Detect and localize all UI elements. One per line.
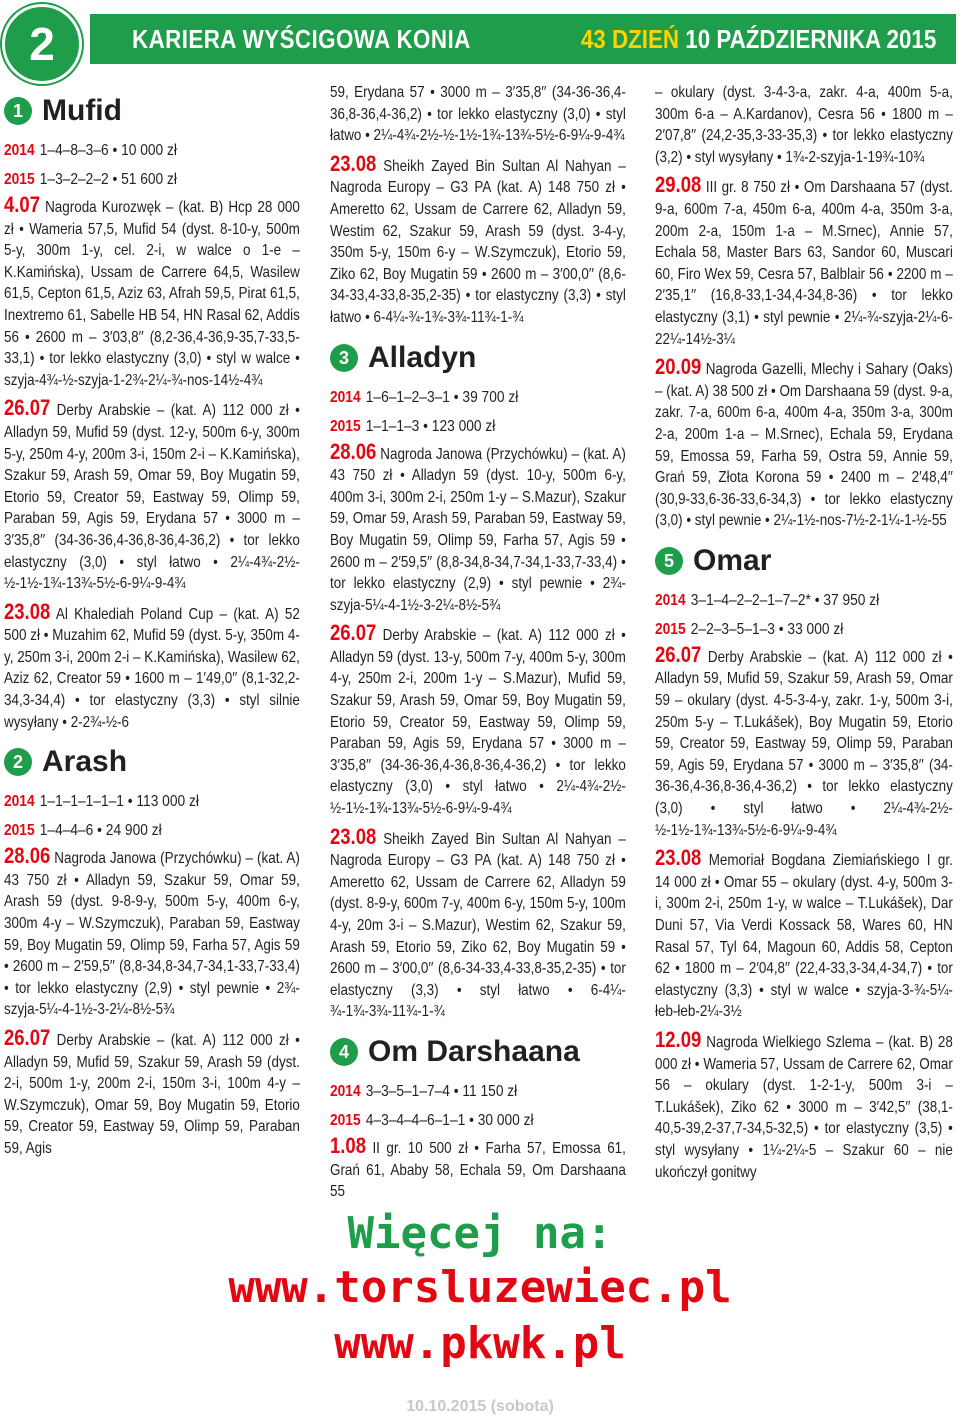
- page-header: [0, 0, 960, 80]
- race-entry: 12.09 Nagroda Wielkiego Szlema – (kat. B) 28 000 zł • Wameria 57, Ussam de Carrere 62, Omar 56 – okulary (dyst. 1-2-1-y, 500m 3-i – T.Lukášek), Ziko 62 • 3000 m – 3′42,5′′ (38,1-40,5-39,2-37,7-34,5-32,5) • tor elastyczny (3,5) • styl wysyłany • 1¼-2¼-5 – Szakur 60 – nie ukończył gonitwy: [655, 1026, 953, 1181]
- race-entry: 26.07 Derby Arabskie – (kat. A) 112 000 zł • Alladyn 59, Mufid 59, Szakur 59, Arash 59, Omar 59 – okulary (dyst. 4-5-3-4-y, zakr. 1-y, 500m 3-i, 250m 5-y – T.Lukášek), Boy Mugatin 59, Etorio 59, Creator 59, Eastway 59, Olimp 59, Paraban 59, Agis 59, Erydana 57 • 3000 m – 3′35,8′′ (34-36-36,4-36,8-36,4-36,2) • tor lekko elastyczny (3,0) • styl łatwo • 2¼-4¾-2½-½-1½-1¾-13¾-5½-6-9¼-9-4¾: [655, 641, 953, 839]
- season-stat: 2014 3–1–4–2–2–1–7–2* • 37 950 zł: [655, 591, 880, 609]
- horse-name: Mufid: [42, 94, 122, 127]
- season-stat: 2015 1–3–2–2–2 • 51 600 zł: [4, 171, 177, 188]
- race-entry: 26.07 Derby Arabskie – (kat. A) 112 000 zł • Alladyn 59 (dyst. 13-y, 500m 7-y, 400m 5-y, 300m 4-y, 250m 2-i, 200m 1-y – S.Mazur), Mufid 59, Szakur 59, Arash 59, Omar 59, Boy Mugatin 59, Etorio 59, Creator 59, Eastway 59, Olimp 59, Paraban 59, Agis 59, Erydana 57 • 3000 m – 3′35,8′′ (34-36-36,4-36,8-36,4-36,2) • tor lekko elastyczny (3,0) • styl łatwo • 2¼-4¾-2½-½-1½-1¾-13¾-5½-6-9¼-9-4¾: [330, 620, 626, 818]
- column-3: [655, 82, 953, 1183]
- race-entry: 26.07 Derby Arabskie – (kat. A) 112 000 zł • Alladyn 59, Mufid 59, Szakur 59, Arash 59 (dyst. 2-i, 500m 1-y, 200m 2-i, 150m 3-i, 100m 4-y – W.Szymczuk), Omar 59, Boy Mugatin 59, Etorio 59, Creator 59, Eastway 59, Olimp 59, Paraban 59, Agis: [4, 1025, 300, 1157]
- horse-number: 2: [4, 748, 32, 776]
- website-link-pkwk[interactable]: www.pkwk.pl: [334, 1318, 626, 1369]
- season-stat: 2015 2–2–3–5–1–3 • 33 000 zł: [655, 620, 844, 638]
- race-entry: 1.08 II gr. 10 500 zł • Farha 57, Emossa 61, Grań 61, Ababy 58, Echala 59, Om Darshaana 55: [330, 1132, 626, 1201]
- season-stat: 2015 1–1–1–3 • 123 000 zł: [330, 417, 496, 435]
- race-entry: 26.07 Derby Arabskie – (kat. A) 112 000 zł • Alladyn 59, Mufid 59 (dyst. 12-y, 500m 6-y, 300m 5-y, 250m 4-y, 200m 3-i, 150m 2-i – K.Kamińska), Szakur 59, Arash 59, Omar 59, Boy Mugatin 59, Etorio 59, Creator 59, Eastway 59, Olimp 59, Paraban 59, Agis 59, Erydana 57 • 3000 m – 3′35,8′′ (34-36-36,4-36,8-36,4-36,2) • tor lekko elastyczny (3,0) • styl łatwo • 2¼-4¾-2½-½-1½-1¾-13¾-5½-6-9¼-9-4¾: [4, 395, 300, 593]
- race-entry: 28.06 Nagroda Janowa (Przychówku) – (kat. A) 43 750 zł • Alladyn 59, Szakur 59, Omar 59, Arash 59 (dyst. 9-8-9-y, 500m 5-y, 400m 6-y, 300m 4-y – W.Szymczuk), Paraban 59, Eastway 59, Boy Mugatin 59, Olimp 59, Farha 57, Agis 59 • 2600 m – 2′59,5′′ (8,8-34,8-34,7-34,1-33,7-33,4) • tor lekko elastyczny (2,9) • styl pewnie • 2¾-szyja-5¼-4-1½-3-2¼-8½-5¾: [4, 843, 300, 1019]
- season-stat: 2014 3–3–5–1–7–4 • 11 150 zł: [330, 1082, 518, 1100]
- horse-name: Omar: [693, 543, 772, 577]
- horse-header: [330, 1027, 626, 1077]
- race-entry-continued: – okulary (dyst. 3-4-3-a, zakr. 4-a, 400m 5-a, 300m 6-a – A.Kardanov), Cesra 56 • 1800 m – 2′07,8′′ (24,2-35,3-33-35,3) • tor lekko elastyczny (3,2) • styl wysyłany • 1¾-2-szyja-1-19¾-10¾: [655, 84, 953, 166]
- horse-header: [330, 333, 626, 383]
- season-stat: 2014 1–4–8–3–6 • 10 000 zł: [4, 142, 177, 159]
- website-link-torsluzewiec[interactable]: www.torsluzewiec.pl: [228, 1262, 732, 1313]
- season-stat: 2014 1–6–1–2–3–1 • 39 700 zł: [330, 388, 519, 406]
- race-entry-continued: 59, Erydana 57 • 3000 m – 3′35,8′′ (34-36-36,4-36,8-36,4-36,2) • tor lekko elastyczny (3,0) • styl łatwo • 2¼-4¾-2½-½-1½-1¾-13¾-5½-6-9¼-9-4¾: [330, 84, 626, 145]
- page-number: 2: [2, 4, 82, 84]
- race-entry: 23.08 Memoriał Bogdana Ziemiańskiego I gr. 14 000 zł • Omar 55 – okulary (dyst. 4-y, 500m 3-i, 300m 2-i, 250m 1-y, w walce – T.Lukášek), Dar Duni 57, Via Verdi Kossack 58, Wares 60, HN Rasal 57, Tyl 64, Magoun 60, Addis 58, Cepton 62 • 1800 m – 2′04,8′′ (22,4-33,3-34,4-34,7) • tor elastyczny (3,3) • styl w walce • szyja-3-¾-5¼-łeb-łeb-2¼-3½: [655, 845, 953, 1021]
- race-entry: 29.08 III gr. 8 750 zł • Om Darshaana 57 (dyst. 9-a, 600m 7-a, 450m 6-a, 400m 4-a, 350m 3-a, 200m 2-a, 150m 1-a – M.Srnec), Annie 57, Echala 58, Master Bars 63, Sandor 60, Muscari 60, Firo Wex 59, Cesra 57, Balblair 56 • 2200 m – 2′35,1′′ (16,8-33,1-34,4-34,8-36) • tor lekko elastyczny (3,1) • styl pewnie • 2¼-¾-szyja-2¼-6-22¼-14½-3¼: [655, 172, 953, 348]
- race-entry: 28.06 Nagroda Janowa (Przychówku) – (kat. A) 43 750 zł • Alladyn 59 (dyst. 10-y, 500m 6-y, 400m 3-i, 300m 2-i, 250m 1-y – S.Mazur), Szakur 59, Omar 59, Arash 59, Paraban 59, Eastway 59, Boy Mugatin 59, Olimp 59, Farha 57, Agis 59 • 2600 m – 2′59,5′′ (8,8-34,8-34,7-34,1-33,7-33,4) • tor lekko elastyczny (2,9) • styl pewnie • 2¾-szyja-5¼-4-1½-3-2¼-8½-5¾: [330, 438, 626, 614]
- race-entry: 23.08 Al Khalediah Poland Cup – (kat. A) 52 500 zł • Muzahim 62, Mufid 59 (dyst. 5-y, 350m 4-y, 250m 3-i, 200m 2-i – K.Kamińska), Wasilew 62, Aziz 62, Creator 59 • 1600 m – 1′49,0′′ (8,1-32,2-34,3-34,4) • tor elastyczny (3,3) • styl silnie wysyłany • 2-2¾-½-6: [4, 598, 300, 731]
- race-entry: 23.08 Sheikh Zayed Bin Sultan Al Nahyan – Nagroda Europy – G3 PA (kat. A) 148 750 zł • Ameretto 62, Ussam de Carrere 62, Alladyn 59, Westim 62, Szakur 59, Arash 59 (dyst. 3-4-y, 350m 5-y, 150m 6-y – W.Szymczuk), Etorio 59, Ziko 62, Boy Mugatin 59 • 2600 m – 3′00,0′′ (8,6-34-33,4-33,8-35,2-35) • tor elastyczny (3,3) • styl łatwo • 6-4¼-¾-1¾-3¾-11¾-1-¾: [330, 150, 626, 326]
- column-2: [330, 82, 626, 1203]
- horse-number: 5: [655, 547, 683, 575]
- horse-name: Om Darshaana: [368, 1034, 580, 1068]
- race-entry: 20.09 Nagroda Gazelli, Mlechy i Sahary (Oaks) – (kat. A) 38 500 zł • Om Darshaana 59 (dyst. 9-a, zakr. 7-a, 600m 6-a, 400m 4-a, 350m 3-a, 300m 2-a, 200m 1-a – M.Srnec), Echala 59, Erydana 59, Emossa 59, Farha 59, Ostra 59, Annie 59, Grań 59, Złota Korona 59 • 2400 m – 2′48,4′′ (30,9-33,6-36-33,6-34,3) • tor lekko elastyczny (3,0) • styl pewnie • 2¼-1½-nos-7½-2-1¼-1-½-55: [655, 354, 953, 530]
- horse-number: 1: [4, 97, 32, 125]
- horse-number: 4: [330, 1038, 358, 1066]
- page-footer-date: 10.10.2015 (sobota): [406, 1398, 554, 1415]
- race-entry: 4.07 Nagroda Kurozwęk – (kat. B) Hcp 28 000 zł • Wameria 57,5, Mufid 54 (dyst. 8-10-y, 500m 5-y, 300m 1-y, cel. 2-i, w walce o 1-e – K.Kamińska), Ussam de Carrere 64,5, Wasilew 61,5, Cepton 61,5, Aziz 63, Afrah 59,5, Pirat 61,5, Inextremo 61, Sabelle HB 54, HN Rasal 62, Addis 56 • 2600 m – 3′03,8′′ (8,2-36,4-36,9-35,7-33,5-33,1) • tor lekko elastyczny (3,0) • styl w walce • szyja-4¾-½-szyja-1-2¾-2¼-¾-nos-14½-4¾: [4, 192, 300, 389]
- race-entry: 23.08 Sheikh Zayed Bin Sultan Al Nahyan – Nagroda Europy – G3 PA (kat. A) 148 750 zł • Ameretto 62, Ussam de Carrere 62, Alladyn 59 (dyst. 8-9-y, 600m 7-y, 400m 6-y, 150m 5-y, 100m 4-y, 20m 3-i – S.Mazur), Westim 62, Szakur 59, Arash 59, Etorio 59, Ziko 62, Boy Mugatin 59 • 2600 m – 3′00,0′′ (8,6-34-33,4-33,8-35,2-35) • tor elastyczny (3,3) • styl łatwo • 6-4¼-¾-1¾-3¾-11¾-1-¾: [330, 823, 626, 1021]
- horse-number: 3: [330, 344, 358, 372]
- season-stat: 2014 1–1–1–1–1–1 • 113 000 zł: [4, 793, 199, 811]
- page-title: KARIERA WYŚCIGOWA KONIA: [132, 24, 471, 54]
- horse-header: [655, 536, 953, 586]
- race-date: 10 PAŹDZIERNIKA 2015: [684, 24, 936, 54]
- race-day: 43 DZIEŃ: [580, 24, 679, 54]
- horse-header: [4, 737, 300, 787]
- season-stat: 2015 4–3–4–4–6–1–1 • 30 000 zł: [330, 1111, 534, 1129]
- race-day-date: [581, 14, 936, 64]
- season-stat: 2015 1–4–4–6 • 24 900 zł: [4, 822, 162, 840]
- horse-header: [4, 86, 300, 136]
- column-1: [4, 82, 300, 1160]
- more-info-heading: Więcej na:: [347, 1208, 613, 1259]
- horse-name: Alladyn: [368, 340, 477, 374]
- horse-name: Arash: [42, 745, 128, 779]
